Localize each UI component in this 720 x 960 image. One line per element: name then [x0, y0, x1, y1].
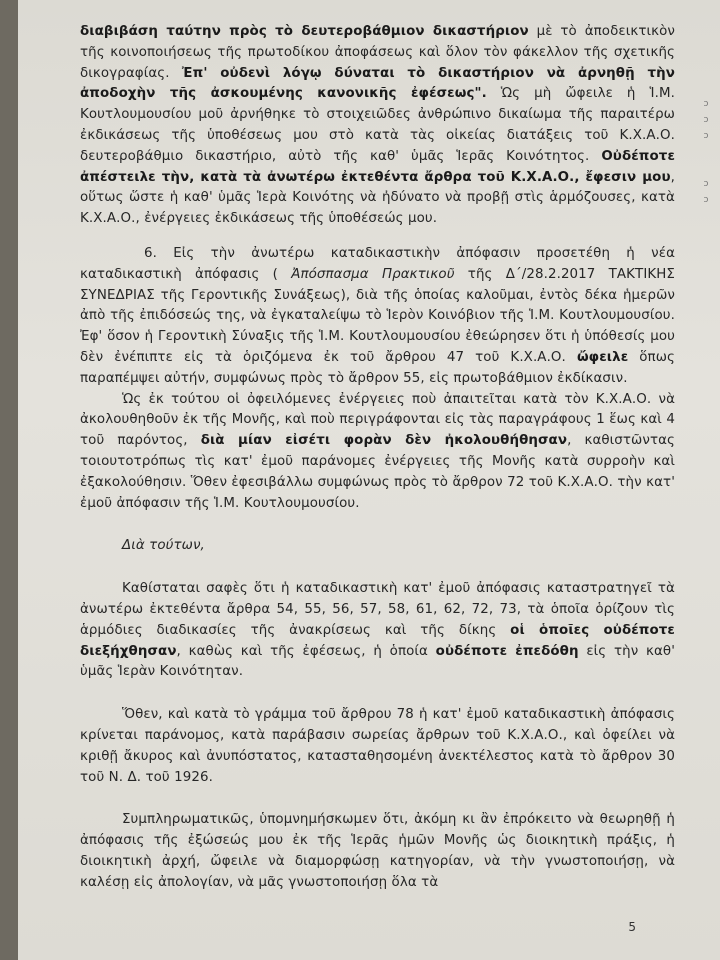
p3-text-1: Ὡς ἐκ τούτου οἱ ὀφειλόμενες ἐνέργειες ποὺ ἀπαιτεῖται κατὰ τὸν Κ.Χ.Α.Ο. νὰ ἀκολουθηθοῦν ἐκ τῆς Μονῆς, καὶ ποὺ περιγράφονται εἰς τὰς παραγράφους 1 ἕως καὶ 4 τοῦ παρόντος, — [80, 391, 675, 449]
paragraph-6 — [80, 244, 675, 390]
document-body — [80, 22, 675, 893]
page-number: 5 — [628, 920, 636, 934]
document-page — [18, 0, 720, 960]
paragraph-supplementary: Συμπληρωματικῶς, ὑπομνημήσκωμεν ὅτι, ἀκόμη κι ἂν ἐπρόκειτο νὰ θεωρηθῇ ἡ ἀπόφασις τῆς ἐξώσεώς μου ἐκ τῆς Ἱερᾶς ἡμῶν Μονῆς ὡς διοικητικὴ πράξις, ἡ διοικητικὴ ἀρχή, ὤφειλε νὰ διαμορφώσῃ κατηγορίαν, νὰ τὴν γνωστοποιήσῃ, νὰ καλέσῃ εἰς ἀπολογίαν, νὰ μᾶς γνωστοποιήσῃ ὅλα τὰ — [80, 812, 675, 890]
p1-text-1: μὲ τὸ ἀποδεικτικὸν τῆς κοινοποιήσεως τῆς πρωτοδίκου ἀποφάσεως καὶ ὅλον τὸν φάκελλον τῆς σχετικῆς δικογραφίας. — [80, 24, 675, 81]
p4-text-3: εἰς τὴν καθ' ὑμᾶς Ἱερὰν Κοινότηταν. — [80, 643, 675, 680]
p1-bold-1: διαβιβάση ταύτην πρὸς τὸ δευτεροβάθμιον δικαστήριον — [80, 24, 529, 39]
margin-marks: ͻ ͻ ͻ ͻ ͻ — [703, 99, 709, 205]
p1-bold-3: Οὐδέποτε ἀπέστειλε τὴν, κατὰ τὰ ἀνωτέρω ἐκτεθέντα ἄρθρα τοῦ Κ.Χ.Α.Ο., ἔφεσιν μου — [80, 148, 675, 185]
p2-bold: ὤφειλε — [576, 349, 629, 365]
p4-bold-2: οὐδέποτε ἐπεδόθη — [435, 643, 579, 659]
p4-text-2: , καθὼς καὶ τῆς ἐφέσεως, ἡ ὁποία — [176, 643, 436, 659]
section-heading: Διὰ τούτων, — [122, 538, 205, 554]
p3-text-2: , καθιστῶντας τοιουτοτρόπως τὶς κατ' ἐμοῦ παράνομες ἐνέργειες τῆς Μονῆς κατὰ συρροὴν καὶ ἐξακολούθησιν. Ὅθεν ἐφεσιβάλλω συμφώνως πρὸς τὸ ἄρθρον 72 τοῦ Κ.Χ.Α.Ο. τὴν κατ' ἐμοῦ ἀπόφασιν τῆς Ἱ.Μ. Κουτλουμουσίου. — [80, 433, 675, 511]
p4-bold-1: οἱ ὁποῖες οὐδέποτε διεξήχθησαν — [80, 622, 675, 659]
p1-bold-2: Ἐπ' οὐδενὶ λόγῳ δύναται τὸ δικαστήριον νὰ ἀρνηθῇ τὴν ἀποδοχὴν τῆς ἀσκουμένης κανονικῆς ἐφέσεως". — [80, 65, 675, 102]
p2-text-2: τῆς Δ΄/28.2.2017 ΤΑΚΤΙΚΗΣ ΣΥΝΕΔΡΙΑΣ τῆς Γεροντικῆς Συνάξεως), διὰ τῆς ὁποίας καλοῦμαι, ἐντὸς δέκα ἡμερῶν ἀπὸ τῆς ἐπιδόσεώς της, νὰ ἐγκαταλείψω τὸ Ἱερὸν Κοινόβιον τῆς Ἱ.Μ. Κουτλουμουσίου. Ἐφ' ὅσον ἡ Γεροντικὴ Σύναξις τῆς Ἱ.Μ. Κουτλουμουσίου ἐθεώρησεν ὅτι ἡ ὑπόθεσίς μου δὲν ἐνέπιπτε εἰς τὰ ὁριζόμενα ἐκ τοῦ ἄρθρου 47 τοῦ Κ.Χ.Α.Ο. — [80, 266, 675, 365]
paragraph-1 — [80, 22, 675, 230]
p2-text-1: 6. Εἰς τὴν ἀνωτέρω καταδικαστικὴν ἀπόφασιν προσετέθη ἡ νέα καταδικαστικὴ ἀπόφασις ( — [80, 245, 675, 282]
p2-text-3: ὅπως παραπέμψει αὐτήν, συμφώνως πρὸς τὸ ἄρθρον 55, εἰς πρωτοβάθμιον ἐκδίκασιν. — [80, 349, 675, 386]
p4-text-1: Καθίσταται σαφὲς ὅτι ἡ καταδικαστικὴ κατ' ἐμοῦ ἀπόφασις καταστρατηγεῖ τὰ ἀνωτέρω ἐκτεθέντα ἄρθρα 54, 55, 56, 57, 58, 61, 62, 72, 73, τὰ ὁποῖα ὁρίζουν τὶς ἁρμόδιες διαδικασίες τῆς ἀνακρίσεως καὶ τῆς δίκης — [80, 581, 675, 638]
p3-bold: διὰ μίαν εἰσέτι φορὰν δὲν ἠκολουθήθησαν — [200, 433, 568, 449]
paragraph-article-78: Ὅθεν, καὶ κατὰ τὸ γράμμα τοῦ ἄρθρου 78 ἡ κατ' ἐμοῦ καταδικαστικὴ ἀπόφασις κρίνεται παράνομος, κατὰ παράβασιν σωρείας ἄρθρων τοῦ Κ.Χ.Α.Ο., καὶ ὀφείλει νὰ κριθῇ ἄκυρος καὶ ἀνυπόστατος, κατασταθησομένη ἀνεκτέλεστος κατὰ τὸ ἄρθρον 30 τοῦ Ν. Δ. τοῦ 1926. — [80, 707, 675, 785]
p1-text-2: Ὡς μὴ ὤφειλε ἡ Ἱ.Μ. Κουτλουμουσίου μοῦ ἀρνήθηκε τὸ στοιχειῶδες ἀνθρώπινο δικαίωμα τῆς παραιτέρω ἐκδικάσεως τῆς ὑποθέσεως μου στὸ κατὰ τὰς οἰκείας διατάξεις τοῦ Κ.Χ.Α.Ο. δευτεροβάθμιο δικαστήριο, αὐτὸ τῆς καθ' ὑμᾶς Ἱερᾶς Κοινότητος. — [80, 86, 675, 164]
paragraph-conclusion — [80, 579, 675, 683]
paragraph-consequence — [80, 390, 675, 515]
p2-italic: Ἀπόσπασμα Πρακτικοῦ — [291, 266, 455, 282]
p1-text-3: , οὕτως ὥστε ἡ καθ' ὑμᾶς Ἱερὰ Κοινότης νὰ ἠδύνατο νὰ προβῇ στὶς ἁρμόζουσες, κατὰ Κ.Χ.Α.Ο., ἐνέργειες ἐκδικάσεως τῆς ὑποθέσεώς μου. — [80, 169, 675, 227]
